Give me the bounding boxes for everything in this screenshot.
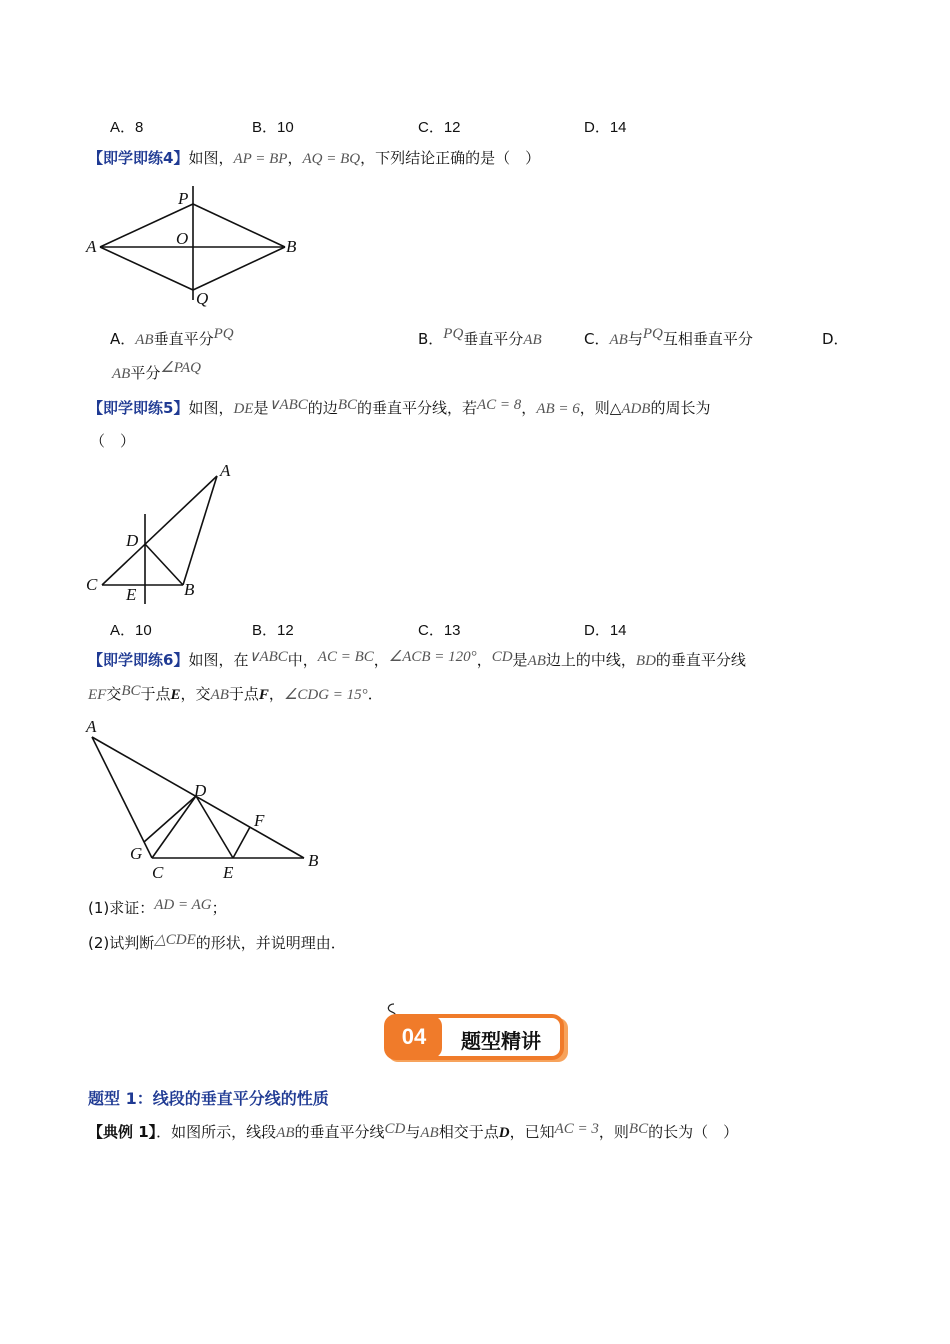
label-o: O	[176, 229, 189, 248]
section-heading: 题型 1：线段的垂直平分线的性质	[88, 1089, 329, 1108]
math-expr: AP = BP	[233, 151, 288, 167]
stem-text: ，则△	[579, 399, 622, 417]
label-d: D	[194, 781, 207, 800]
label-q: Q	[196, 289, 209, 308]
math-expr: AB	[527, 653, 546, 669]
question-tag: 【即学即练4】	[88, 149, 189, 167]
stem-text: 的边	[307, 399, 338, 417]
math-expr: AB	[523, 332, 542, 348]
option-text: 平分	[130, 364, 161, 382]
banner-number: 04	[401, 1024, 427, 1049]
stem-text: 如图，在	[188, 651, 249, 669]
segment-de	[196, 796, 233, 858]
option-text: 垂直平分	[463, 330, 524, 348]
stem-text: 是	[253, 399, 269, 417]
triangle-figure	[80, 456, 250, 611]
stem-text: ，下列结论正确的是（ ）	[360, 149, 541, 167]
stem-text: ．如图所示，线段	[156, 1123, 277, 1141]
label-b: B	[184, 580, 195, 599]
math-expr: AC = 8	[477, 397, 522, 413]
label-f: F	[254, 811, 265, 830]
stem-text: 的垂直平分线，若	[356, 399, 477, 417]
sub-question-text: ；	[211, 899, 227, 917]
segment-qb	[193, 247, 285, 290]
stem-text: ，	[373, 651, 389, 669]
math-expr: ∠ACB = 120°	[388, 649, 477, 665]
question-6-stem-line2	[88, 683, 383, 706]
stem-text: 相交于点	[438, 1123, 499, 1141]
stem-text: 如图，	[188, 399, 234, 417]
stem-text: 如图，	[188, 149, 234, 167]
label-e: E	[126, 585, 137, 604]
math-expr: AC = BC	[317, 649, 374, 665]
question-6-stem	[88, 649, 746, 672]
question-tag: 【即学即练5】	[88, 399, 189, 417]
stem-text: 的垂直平分线	[655, 651, 746, 669]
segment-ef	[233, 827, 250, 858]
option-b	[418, 328, 542, 351]
label-g: G	[130, 844, 143, 863]
stem-text: 于点	[228, 685, 259, 703]
stem-text: 的垂直平分线	[294, 1123, 385, 1141]
segment-ac	[92, 737, 152, 858]
sub-question-text: (1)求证：	[88, 899, 155, 917]
math-expr: PQ	[443, 326, 464, 342]
math-expr: BC	[628, 1121, 649, 1137]
option-letter: D．	[822, 330, 849, 348]
option-a: A．10	[110, 622, 152, 639]
geometry-figure	[80, 712, 330, 884]
question-4-stem	[88, 147, 540, 170]
math-expr: CD	[491, 649, 513, 665]
option-letter: C．	[584, 330, 610, 348]
option-c	[584, 328, 753, 351]
stem-text: 交	[106, 685, 122, 703]
math-expr: AB	[420, 1125, 439, 1141]
label-d: D	[126, 531, 139, 550]
math-expr: AB	[112, 366, 131, 382]
sub-question-text: 的形状，并说明理由．	[195, 934, 346, 952]
option-d: D．14	[584, 622, 627, 639]
label-a: A	[86, 237, 97, 256]
stem-text: 是	[512, 651, 528, 669]
stem-text: 与	[405, 1123, 421, 1141]
point-label: D	[498, 1125, 510, 1141]
banner-title: 题型精讲	[461, 1029, 541, 1053]
math-expr: PQ	[213, 326, 234, 342]
option-c: C．12	[418, 119, 461, 136]
option-b: B．12	[252, 622, 294, 639]
math-expr: ∠CDG = 15°	[283, 687, 368, 703]
segment-db	[145, 544, 183, 585]
math-expr: ∨ABC	[268, 397, 308, 413]
label-e: E	[223, 863, 234, 882]
example-tag: 【典例 1】	[88, 1123, 157, 1141]
stem-text: 边上的中线，	[545, 651, 636, 669]
stem-text: ，	[521, 399, 537, 417]
math-expr: AB	[609, 332, 628, 348]
stem-text: ．	[367, 685, 383, 703]
option-b: B．10	[252, 119, 294, 136]
option-d-body	[112, 362, 201, 385]
label-a: A	[220, 461, 231, 480]
segment-cd	[152, 796, 196, 858]
label-a: A	[86, 717, 97, 736]
segment-aq	[100, 247, 193, 290]
math-expr: BD	[635, 653, 656, 669]
math-expr: AB	[276, 1125, 295, 1141]
option-d	[822, 328, 849, 350]
math-expr: ∨ABC	[248, 649, 288, 665]
option-a	[110, 328, 234, 351]
question-tag: 【即学即练6】	[88, 651, 189, 669]
stem-text: ，	[268, 685, 284, 703]
math-expr: AB = 6	[536, 401, 580, 417]
stem-text: 的长为（ ）	[648, 1123, 739, 1141]
math-expr: BC	[337, 397, 357, 413]
label-p: P	[178, 189, 189, 208]
label-b: B	[308, 851, 319, 870]
math-expr: PQ	[642, 326, 663, 342]
option-letter: A．	[110, 330, 136, 348]
math-expr: AC = 3	[554, 1121, 599, 1137]
math-expr: AQ = BQ	[302, 151, 361, 167]
option-text: 与	[627, 330, 643, 348]
segment-pb	[193, 204, 285, 247]
option-text: 垂直平分	[153, 330, 214, 348]
label-c: C	[152, 863, 164, 882]
sub-question-1	[88, 897, 227, 920]
stem-text: 的周长为	[650, 399, 711, 417]
segment-dg	[144, 796, 196, 842]
question-5-stem	[88, 397, 711, 420]
option-c: C．13	[418, 622, 461, 639]
stem-text: 中，	[287, 651, 318, 669]
stem-text: ，则	[598, 1123, 629, 1141]
point-label: E	[170, 687, 181, 703]
stem-text: ，已知	[509, 1123, 555, 1141]
option-letter: B．	[418, 330, 444, 348]
option-a: A．8	[110, 119, 144, 136]
answer-paren: （ ）	[90, 432, 136, 450]
section-banner	[384, 998, 570, 1064]
label-b: B	[286, 237, 297, 256]
option-d: D．14	[584, 119, 627, 136]
math-expr: AD = AG	[154, 897, 212, 913]
math-expr: AB	[210, 687, 229, 703]
stem-text: ，交	[180, 685, 211, 703]
stem-text: ，	[476, 651, 492, 669]
option-text: 互相垂直平分	[662, 330, 753, 348]
math-expr: AB	[135, 332, 154, 348]
example-1-stem	[88, 1121, 738, 1144]
label-c: C	[86, 575, 98, 594]
math-expr: DE	[233, 401, 254, 417]
stem-text: 于点	[140, 685, 171, 703]
sub-question-2	[88, 932, 346, 955]
math-expr: BC	[121, 683, 141, 699]
math-expr: EF	[88, 687, 107, 703]
math-expr: ∠PAQ	[160, 360, 202, 376]
math-expr: △CDE	[154, 932, 196, 948]
sub-question-text: (2)试判断	[88, 934, 155, 952]
point-label: F	[258, 687, 269, 703]
kite-figure	[80, 180, 320, 312]
math-expr: ADB	[621, 401, 651, 417]
math-expr: CD	[384, 1121, 406, 1137]
stem-text: ，	[287, 149, 303, 167]
